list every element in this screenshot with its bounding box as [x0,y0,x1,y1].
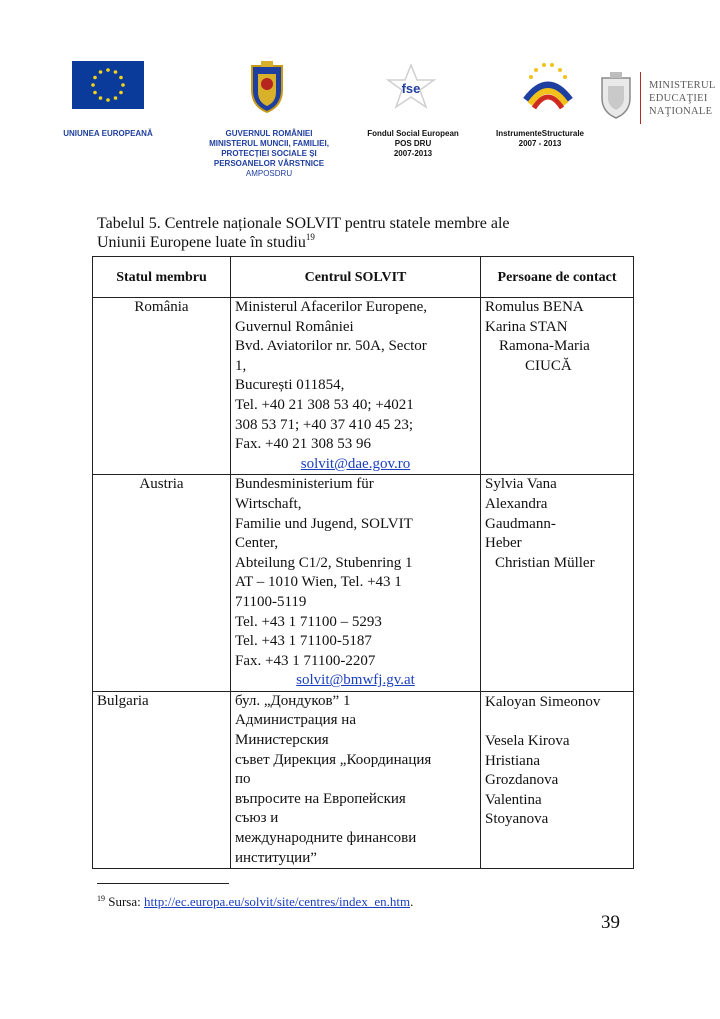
eu-star-icon [114,70,118,74]
eu-caption: UNIUNEA EUROPEANĂ [63,129,153,138]
email-link-romania[interactable]: solvit@dae.gov.ro [300,455,411,472]
eu-star-icon [106,98,110,102]
footnote-source-link[interactable]: http://ec.europa.eu/solvit/site/centres/index_en.htm [144,894,411,909]
eu-star-icon [93,76,97,80]
contacts-cell: Sylvia Vana Alexandra Gaudmann- Heber Christian Müller [481,475,634,692]
eu-star-icon [106,68,110,72]
contacts-cell: Kaloyan Simeonov Vesela Kirova Hristiana Grozdanova Valentina Stoyanova [481,691,634,868]
footnote: $^{19}$ Sursa: http://ec.europa.eu/solvit/site/centres/index_en.htm. [97,894,414,909]
table-title-line1: Tabelul 5. Centrele naționale SOLVIT pentru statele membre ale [97,215,510,232]
state-cell: Bulgaria [93,691,231,868]
center-cell: бул. „Дондуков” 1 Администрация на Министерския съвет Дирекция „Координация по въпросите на Европейския съюз и международните финансови институции” [231,691,481,868]
header-solvit-center: Centrul SOLVIT [231,257,481,298]
solvit-centers-table [92,256,634,869]
table-row [93,691,634,868]
table-title [97,214,637,252]
fse-logo-text: fse [401,81,421,96]
fse-caption: Fondul Social European POS DRU 2007-2013 [367,129,459,158]
government-caption: GUVERNUL ROMÂNIEI MINISTERUL MUNCII, FAMILIEI, PROTECȚIEI SOCIALE ȘI PERSOANELOR VÂRSTNICE AMPOSDRU [209,129,329,178]
table-row [93,298,634,475]
ministry-divider [640,72,641,124]
center-cell: Bundesministerium für Wirtschaft, Familie und Jugend, SOLVIT Center, Abteilung C1/2, Stubenring 1 AT – 1010 Wien, Tel. +43 1 71100-5119 Tel. +43 1 71100 – 5293 Tel. +43 1 71100-5187 Fax. +43 1 71100-2207 solvit@bmwfj.gv.at [231,475,481,692]
eu-star-icon [99,70,103,74]
fse-star-icon [384,64,438,110]
email-link-austria[interactable]: solvit@bmwfj.gv.at [296,672,415,689]
footnote-rule [97,883,229,884]
ministry-name: MINISTERUL EDUCAŢIEI NAŢIONALE [649,80,716,117]
contacts-cell: Romulus BENA Karina STAN Ramona-Maria CIUCĂ [481,298,634,475]
center-cell: Ministerul Afacerilor Europene, Guvernul României Bvd. Aviatorilor nr. 50A, Sector 1, București 011854, Tel. +40 21 308 53 40; +4021 308 53 71; +40 37 410 45 23; Fax. +40 21 308 53 96 solvit@dae.gov.ro [231,298,481,475]
header-contacts: Persoane de contact [481,257,634,298]
table-row [93,475,634,692]
instrumente-caption: InstrumenteStructurale 2007 - 2013 [495,129,585,148]
eu-flag-icon [72,61,144,109]
title-footnote-ref[interactable]: 19 [305,232,315,242]
eu-star-icon [114,96,118,100]
header-state: Statul membru [93,257,231,298]
structural-instruments-icon [518,60,578,112]
romania-coat-of-arms-icon [246,60,288,114]
eu-star-icon [119,91,123,95]
footnote-label: Sursa: [108,894,141,909]
ministry-crest-icon [596,70,636,120]
page-number: 39 [601,912,620,933]
state-cell: România [93,298,231,475]
eu-star-icon [93,91,97,95]
eu-star-icon [121,83,125,87]
eu-star-icon [91,83,95,87]
table-header-row [93,257,634,298]
eu-star-icon [99,96,103,100]
eu-star-icon [119,76,123,80]
table-title-line2: Uniunii Europene luate în studiu [97,234,306,251]
footnote-number: 19 [97,894,105,903]
state-cell: Austria [93,475,231,692]
